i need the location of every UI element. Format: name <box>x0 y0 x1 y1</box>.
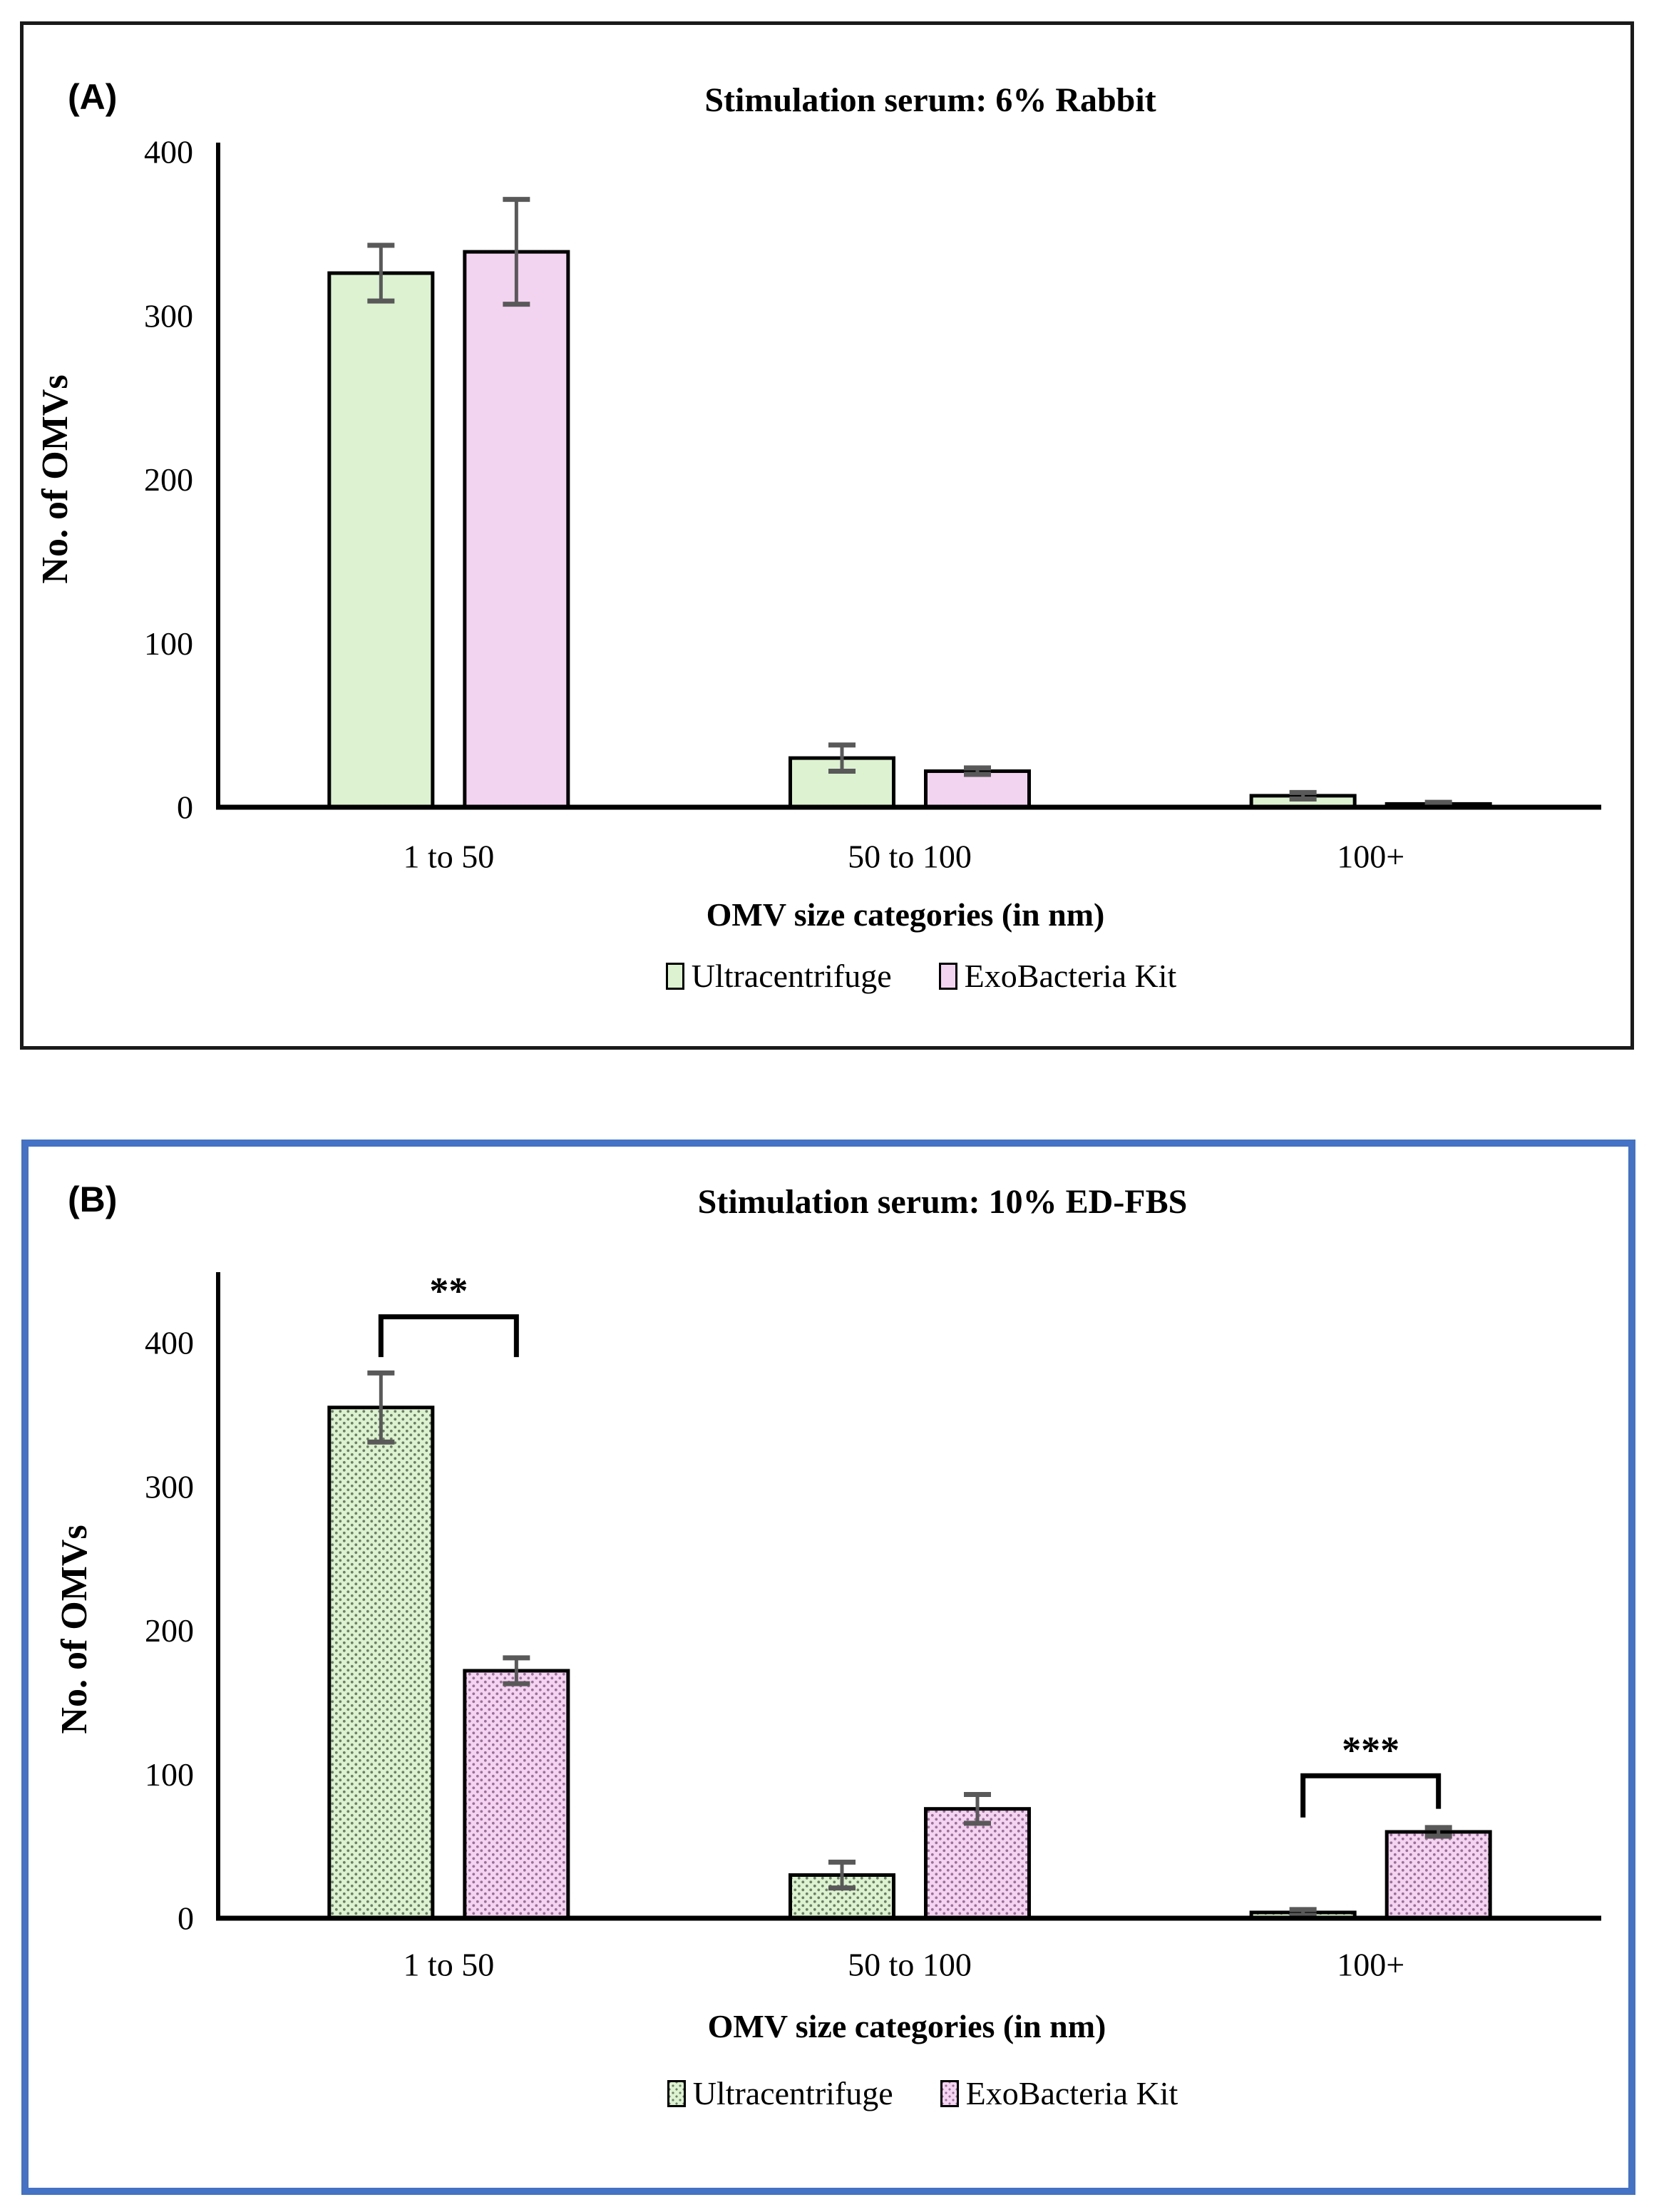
panel-b-label: (B) <box>68 1179 118 1219</box>
svg-text:200: 200 <box>145 1612 194 1649</box>
legend-label: ExoBacteria Kit <box>964 958 1177 994</box>
svg-text:1 to 50: 1 to 50 <box>403 838 495 875</box>
panel-a <box>20 21 1634 1050</box>
panel-a-x-axis-title: OMV size categories (in nm) <box>706 896 1105 933</box>
panel-b <box>21 1140 1635 2195</box>
legend-label: ExoBacteria Kit <box>965 2075 1178 2111</box>
panel-b-x-axis-title: OMV size categories (in nm) <box>707 2008 1106 2044</box>
exobacteria-kit-swatch-icon <box>940 2080 959 2107</box>
svg-text:400: 400 <box>145 1324 194 1361</box>
svg-text:100+: 100+ <box>1337 1946 1405 1983</box>
exobacteria-kit-swatch-icon <box>939 963 957 990</box>
ultracentrifuge-swatch-icon <box>667 2080 686 2107</box>
svg-text:50 to 100: 50 to 100 <box>848 1946 972 1983</box>
svg-text:300: 300 <box>145 1468 194 1505</box>
panel-a-label: (A) <box>68 77 118 117</box>
svg-text:**: ** <box>429 1269 468 1313</box>
panel-b-legend <box>123 2074 1654 2112</box>
legend-item-ultracentrifuge <box>666 957 892 995</box>
ultracentrifuge-swatch-icon <box>666 963 684 990</box>
legend-item-exobacteria-kit <box>939 957 1177 995</box>
svg-text:200: 200 <box>144 461 193 498</box>
svg-text:0: 0 <box>178 1900 194 1937</box>
panel-a-title: Stimulation serum: 6% Rabbit <box>704 81 1156 119</box>
svg-text:50 to 100: 50 to 100 <box>848 838 972 875</box>
svg-text:400: 400 <box>144 133 193 170</box>
legend-label: Ultracentrifuge <box>691 958 892 994</box>
legend-item-exobacteria-kit <box>940 2074 1178 2112</box>
panel-a-y-axis-title: No. of OMVs <box>35 374 76 584</box>
panel-a-chart <box>24 25 1630 1046</box>
svg-text:300: 300 <box>144 297 193 334</box>
panel-b-title: Stimulation serum: 10% ED-FBS <box>697 1183 1188 1221</box>
legend-label: Ultracentrifuge <box>692 2075 893 2111</box>
svg-text:100: 100 <box>145 1756 194 1793</box>
svg-text:100: 100 <box>144 625 193 662</box>
legend-item-ultracentrifuge <box>667 2074 893 2112</box>
svg-text:1 to 50: 1 to 50 <box>403 1946 495 1983</box>
panel-b-y-axis-title: No. of OMVs <box>54 1525 95 1734</box>
svg-text:0: 0 <box>177 789 193 826</box>
panel-a-legend <box>118 957 1654 995</box>
svg-text:***: *** <box>1342 1729 1400 1772</box>
svg-text:100+: 100+ <box>1337 838 1405 875</box>
